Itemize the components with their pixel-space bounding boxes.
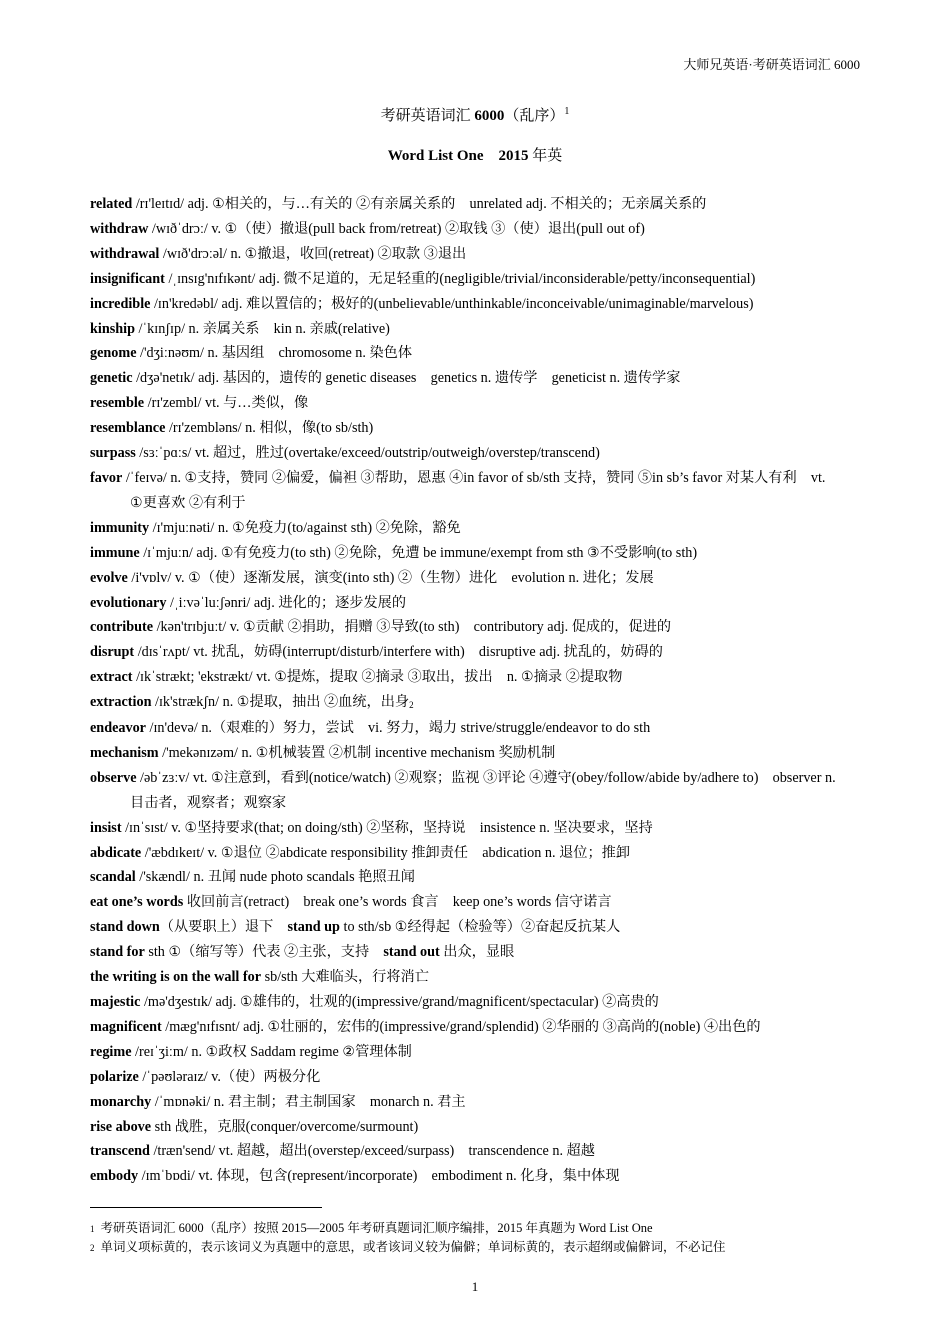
title-number: 6000 [474, 108, 505, 124]
vocab-entry [90, 391, 862, 416]
definition: 收回前言(retract) break one’s words 食言 keep one’s words 信守诺言 [183, 894, 612, 911]
page-number: 1 [471, 1279, 479, 1294]
definition: /'skændl/ n. 丑闻 nude photo scandals 艳照丑闻 [135, 869, 415, 886]
vocab-entry [90, 640, 862, 665]
vocab-entry [90, 890, 862, 915]
vocab-entry [90, 566, 862, 591]
definition: /'æbdɪkeɪt/ v. ①退位 ②abdicate responsibility 推卸责任 abdication n. 退位；推卸 [141, 844, 631, 861]
document-title [0, 104, 950, 125]
headword: mechanism [90, 744, 159, 761]
footnotes [90, 1219, 870, 1257]
definition: /ˈmɒnəki/ n. 君主制；君主制国家 monarch n. 君主 [151, 1093, 466, 1110]
vocab-entry [90, 1065, 862, 1090]
vocab-entry [90, 1040, 862, 1065]
headword: transcend [90, 1143, 150, 1160]
headword: immunity [90, 519, 150, 536]
headword: genome [90, 345, 137, 362]
headword: favor [90, 469, 123, 486]
vocab-entry [90, 441, 862, 466]
headword: polarize [90, 1068, 139, 1085]
vocab-entry [90, 516, 862, 541]
headword: kinship [90, 320, 135, 337]
headword: disrupt [90, 644, 135, 661]
definition: /kən'trɪbjuːt/ v. ①贡献 ②捐助，捐赠 ③导致(to sth) contributory adj. 促成的，促进的 [153, 619, 672, 636]
vocab-entry [90, 741, 862, 766]
vocab-entry [90, 341, 862, 366]
definition: 出众，显眼 [439, 944, 515, 961]
footnote-text: 单词义项标黄的，表示该词义为真题中的意思，或者该词义较为偏僻；单词标黄的，表示超纲或偏僻词，不必记住 [100, 1240, 726, 1254]
headword: resemble [90, 395, 145, 412]
definition: /ˌiːvəˈluːʃənri/ adj. 进化的；逐步发展的 [166, 594, 407, 611]
footnote-number: 2 [90, 1243, 95, 1253]
definition: /ɪn'devə/ n.（艰难的）努力，尝试 vi. 努力，竭力 strive/struggle/endeavor to do sth [145, 720, 651, 737]
definition: /dɪsˈrʌpt/ vt. 扰乱，妨碍(interrupt/disturb/interfere with) disruptive adj. 扰乱的，妨碍的 [134, 644, 663, 661]
headword: withdraw [90, 220, 149, 237]
running-head: 大师兄英语·考研英语词汇 6000 [683, 57, 860, 72]
vocab-entry [90, 965, 862, 990]
vocab-entry [90, 1139, 862, 1164]
vocab-entry [90, 716, 862, 741]
vocab-entry [90, 665, 862, 690]
definition: /ɪn'kredəbl/ adj. 难以置信的；极好的(unbelievable/unthinkable/inconceivable/unimaginable/marvelous) [150, 295, 754, 312]
definition: /ˌɪnsɪg'nɪfɪkənt/ adj. 微不足道的，无足轻重的(negligible/trivial/inconsiderable/petty/inconsequential) [164, 270, 756, 287]
definition: sth 战胜，克服(conquer/overcome/surmount) [151, 1118, 419, 1135]
definition: （从要职上）退下 [159, 919, 288, 936]
word-list-year: 2015 [498, 148, 529, 164]
headword: incredible [90, 295, 151, 312]
headword: insist [90, 819, 122, 836]
headword: evolutionary [90, 594, 167, 611]
definition: /ˈkɪnʃɪp/ n. 亲属关系 kin n. 亲戚(relative) [134, 320, 390, 337]
headword: endeavor [90, 720, 146, 737]
vocab-entry [90, 416, 862, 441]
headword: stand out [383, 944, 440, 961]
vocab-entry [90, 366, 862, 391]
footnote [90, 1238, 870, 1257]
definition: sth ①（缩写等）代表 ②主张，支持 [144, 944, 384, 961]
footnote [90, 1219, 870, 1238]
headword: regime [90, 1043, 132, 1060]
definition: /mə'dʒestɪk/ adj. ①雄伟的，壮观的(impressive/grand/magnificent/spectacular) ②高贵的 [140, 994, 659, 1010]
vocab-entry [90, 1115, 862, 1140]
vocab-entry [90, 915, 862, 940]
definition: /i'vɒlv/ v. ①（使）逐渐发展，演变(into sth) ②（生物）进化 evolution n. 进化；发展 [127, 569, 654, 586]
headword: surpass [90, 445, 136, 462]
footnote-divider [90, 1207, 322, 1208]
definition: /ɪnˈsɪst/ v. ①坚持要求(that; on doing/sth) ②坚称，坚持说 insistence n. 坚决要求，坚持 [121, 819, 653, 836]
definition: /ɪkˈstrækt; 'ekstrækt/ vt. ①提炼，提取 ②摘录 ③取出，拔出 n. ①摘录 ②提取物 [132, 669, 623, 686]
vocab-entry [90, 990, 862, 1015]
title-footnote-marker: 1 [564, 106, 570, 117]
word-list-suffix: 年英 [532, 148, 563, 164]
headword: stand down [90, 919, 160, 936]
definition: /ɪk'strækʃn/ n. ①提取，抽出 ②血统，出身 [151, 694, 410, 711]
headword: resemblance [90, 420, 166, 437]
footnote-number: 1 [90, 1224, 95, 1234]
vocab-entry [90, 292, 862, 317]
vocab-entry [90, 1164, 862, 1189]
headword: immune [90, 544, 140, 561]
headword: extract [90, 669, 133, 686]
headword: scandal [90, 869, 136, 886]
definition: /ˈfeɪvə/ n. ①支持，赞同 ②偏爱，偏袒 ③帮助，恩惠 ④in favor of sb/sth 支持，赞同 ⑤in sb’s favor 对某人有利 vt. ①更喜欢 ②有利于 [122, 469, 826, 511]
headword: monarchy [90, 1093, 152, 1110]
headword: extraction [90, 694, 152, 711]
vocab-entry [90, 1090, 862, 1115]
definition: /mæg'nɪfɪsnt/ adj. ①壮丽的，宏伟的(impressive/grand/splendid) ②华丽的 ③高尚的(noble) ④出色的 [161, 1018, 761, 1035]
vocab-entry [90, 541, 862, 566]
vocab-entry [90, 217, 862, 242]
headword: majestic [90, 994, 141, 1010]
definition: /wɪðˈdrɔː/ v. ①（使）撤退(pull back from/retreat) ②取钱 ③（使）退出(pull out of) [148, 220, 645, 237]
vocab-entry [90, 816, 862, 841]
headword: related [90, 196, 133, 212]
vocab-entry [90, 766, 862, 816]
definition: /dʒə'netɪk/ adj. 基因的，遗传的 genetic diseases genetics n. 遗传学 geneticist n. 遗传学家 [132, 370, 681, 387]
title-cn: 考研英语词汇 [380, 108, 475, 124]
definition: /reɪˈʒiːm/ n. ①政权 Saddam regime ②管理体制 [131, 1043, 412, 1060]
headword: magnificent [90, 1018, 162, 1035]
vocab-entry [90, 317, 862, 342]
footnote-marker: 2 [409, 700, 414, 711]
vocab-entry [90, 690, 862, 716]
headword: insignificant [90, 270, 165, 287]
word-list-heading [0, 144, 950, 165]
definition: sb/sth 大难临头，行将消亡 [261, 969, 429, 986]
definition: /rɪ'leɪtɪd/ adj. ①相关的，与…有关的 ②有亲属关系的 unrelated adj. 不相关的；无亲属关系的 [132, 196, 707, 212]
headword: the writing is on the wall for [90, 969, 262, 986]
headword: observe [90, 769, 137, 786]
definition: /sɜːˈpɑːs/ vt. 超过，胜过(overtake/exceed/outstrip/outweigh/overstep/transcend) [135, 445, 600, 462]
definition: to sth/sb ①经得起（检验等）②奋起反抗某人 [339, 919, 621, 936]
definition: /ɪmˈbɒdi/ vt. 体现，包含(represent/incorporate) embodiment n. 化身，集中体现 [138, 1168, 620, 1185]
definition: /træn'send/ vt. 超越，超出(overstep/exceed/surpass) transcendence n. 超越 [149, 1143, 595, 1160]
definition: /rɪ'zembl/ vt. 与…类似，像 [144, 395, 309, 412]
headword: stand for [90, 944, 145, 961]
vocabulary-list [90, 192, 862, 1189]
headword: genetic [90, 370, 133, 387]
definition: /ɪ'mjuːnəti/ n. ①免疫力(to/against sth) ②免除，豁免 [149, 519, 461, 536]
headword: evolve [90, 569, 128, 586]
headword: eat one’s words [90, 894, 184, 911]
definition: /wɪð'drɔːəl/ n. ①撤退，收回(retreat) ②取款 ③退出 [159, 245, 467, 262]
definition: /əbˈzɜːv/ vt. ①注意到，看到(notice/watch) ②观察；监视 ③评论 ④遵守(obey/follow/abide by/adhere to) observer n. 目击者，观察者；观察家 [130, 769, 836, 811]
headword: abdicate [90, 844, 142, 861]
definition: /'mekənɪzəm/ n. ①机械装置 ②机制 incentive mechanism 奖励机制 [158, 744, 556, 761]
definition: /rɪ'zembləns/ n. 相似，像(to sb/sth) [165, 420, 374, 437]
vocab-entry [90, 591, 862, 616]
vocab-entry [90, 940, 862, 965]
headword: withdrawal [90, 245, 160, 262]
vocab-entry [90, 242, 862, 267]
headword: embody [90, 1168, 139, 1185]
vocab-entry [90, 267, 862, 292]
definition: /ɪˈmjuːn/ adj. ①有免疫力(to sth) ②免除，免遭 be immune/exempt from sth ③不受影响(to sth) [139, 544, 698, 561]
word-list-name: Word List One [387, 148, 484, 164]
headword: rise above [90, 1118, 152, 1135]
headword: stand up [287, 919, 340, 936]
title-suffix: （乱序） [504, 108, 565, 124]
vocab-entry [90, 1015, 862, 1040]
footnote-text: 考研英语词汇 6000（乱序）按照 2015—2005 年考研真题词汇顺序编排，2015 年真题为 Word List One [100, 1221, 653, 1235]
vocab-entry [90, 865, 862, 890]
definition: /ˈpəʊləraɪz/ v.（使）两极分化 [138, 1068, 321, 1085]
vocab-entry [90, 192, 862, 217]
headword: contribute [90, 619, 154, 636]
definition: /'dʒiːnəʊm/ n. 基因组 chromosome n. 染色体 [136, 345, 413, 362]
vocab-entry [90, 841, 862, 866]
vocab-entry [90, 466, 862, 516]
vocab-entry [90, 615, 862, 640]
